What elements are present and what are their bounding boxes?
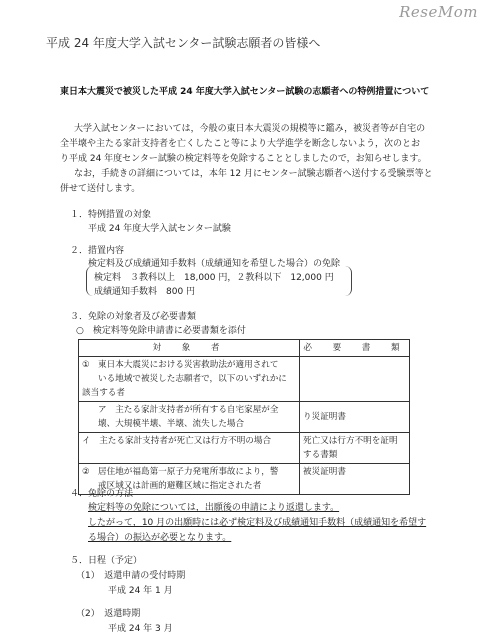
intro-line: 全半壊や主たる家計支持者を亡くしたこと等により大学進学を断念しないよう，次のとお [60,139,421,149]
row1a-doc: り災証明書 [300,402,410,433]
row1-docs [300,357,410,402]
table-row [79,402,410,433]
row2-doc: 被災証明書 [300,464,410,495]
row1a-target [79,402,300,433]
section2-body: 検定料及び成績通知手数料（成績通知を希望した場合）の免除 [88,259,341,269]
row2-line: 戒区域又は計画的避難区域に指定された者 [98,481,262,491]
intro-line: なお，手続きの詳細については，本年 12 月にセンター試験志願者へ送付する受験票等と [74,169,433,179]
intro-line: 併せて送付します。 [60,184,141,194]
table-header-row [79,340,410,357]
row2-line: 居住地が福島第一原子力発電所事故により，警 [98,467,279,477]
fee-score-report: 成績通知手数料 800 円 [94,287,196,297]
schedule-item-label: （2） 返還時期 [76,609,141,619]
row2-number: ② [82,467,90,477]
fee-exam: 検定料 ３教科以上 18,000 円，２教科以下 12,000 円 [94,273,334,283]
schedule-item-date: 平成 24 年 3 月 [108,624,173,634]
row1b-doc: 死亡又は行方不明を証明する書類 [300,433,410,464]
section3-heading: ３．免除の対象者及び必要書類 [70,312,197,322]
section4-heading: ４．免除の方法 [70,489,134,499]
row1-line: 東日本大震災における災害救助法が適用されて [98,360,279,370]
document-title: 平成 24 年度大学入試センター試験志願者の皆様へ [46,36,321,50]
section5-heading: ５．日程（予定） [70,556,143,566]
row1a-line: 壊、大規模半壊、半壊、流失した場合 [98,419,245,429]
section1-heading: １．特例措置の対象 [70,210,152,220]
row1-line: 該当する者 [82,388,125,398]
intro-line: り平成 24 年度センター試験の検定料等を免除することとしましたので，お知らせします。 [60,154,427,164]
resemom-logo: ReseMom [399,3,478,21]
row1-target [79,357,300,402]
intro-line: 大学入試センターにおいては，今般の東日本大震災の規模等に鑑み，被災者等が自宅の [74,124,426,134]
table-row [79,357,410,402]
col-header-docs: 必 要 書 類 [300,340,410,357]
document-subtitle: 東日本大震災で被災した平成 24 年度大学入試センター試験の志願者への特例措置について [60,87,430,97]
section4-line: る場合）の振込が必要となります。 [88,533,232,543]
table-row [79,433,410,464]
row1-line: いる地域で被災した志願者で，以下のいずれかに [98,374,287,384]
section4-line: したがって，10 月の出願時には必ず検定料及び成績通知手数料（成績通知を希望す [88,518,427,528]
row1a-line: ア 主たる家計支持者が所有する自宅家屋が全 [98,405,279,415]
row1b-target: イ 主たる家計支持者が死亡又は行方不明の場合 [79,433,300,464]
col-header-target: 対 象 者 [79,340,300,357]
section1-body: 平成 24 年度大学入試センター試験 [88,224,231,234]
schedule-item-label: （1） 返還申請の受付時期 [76,571,186,581]
section3-note: ○ 検定料等免除申請書に必要書類を添付 [76,326,246,336]
section2-heading: ２．措置内容 [70,246,125,256]
row1-number: ① [82,360,90,370]
section4-line: 検定料等の免除については，出願後の申請により返還します。 [88,503,340,513]
schedule-item-date: 平成 24 年 1 月 [108,586,173,596]
exemption-table [78,339,410,495]
